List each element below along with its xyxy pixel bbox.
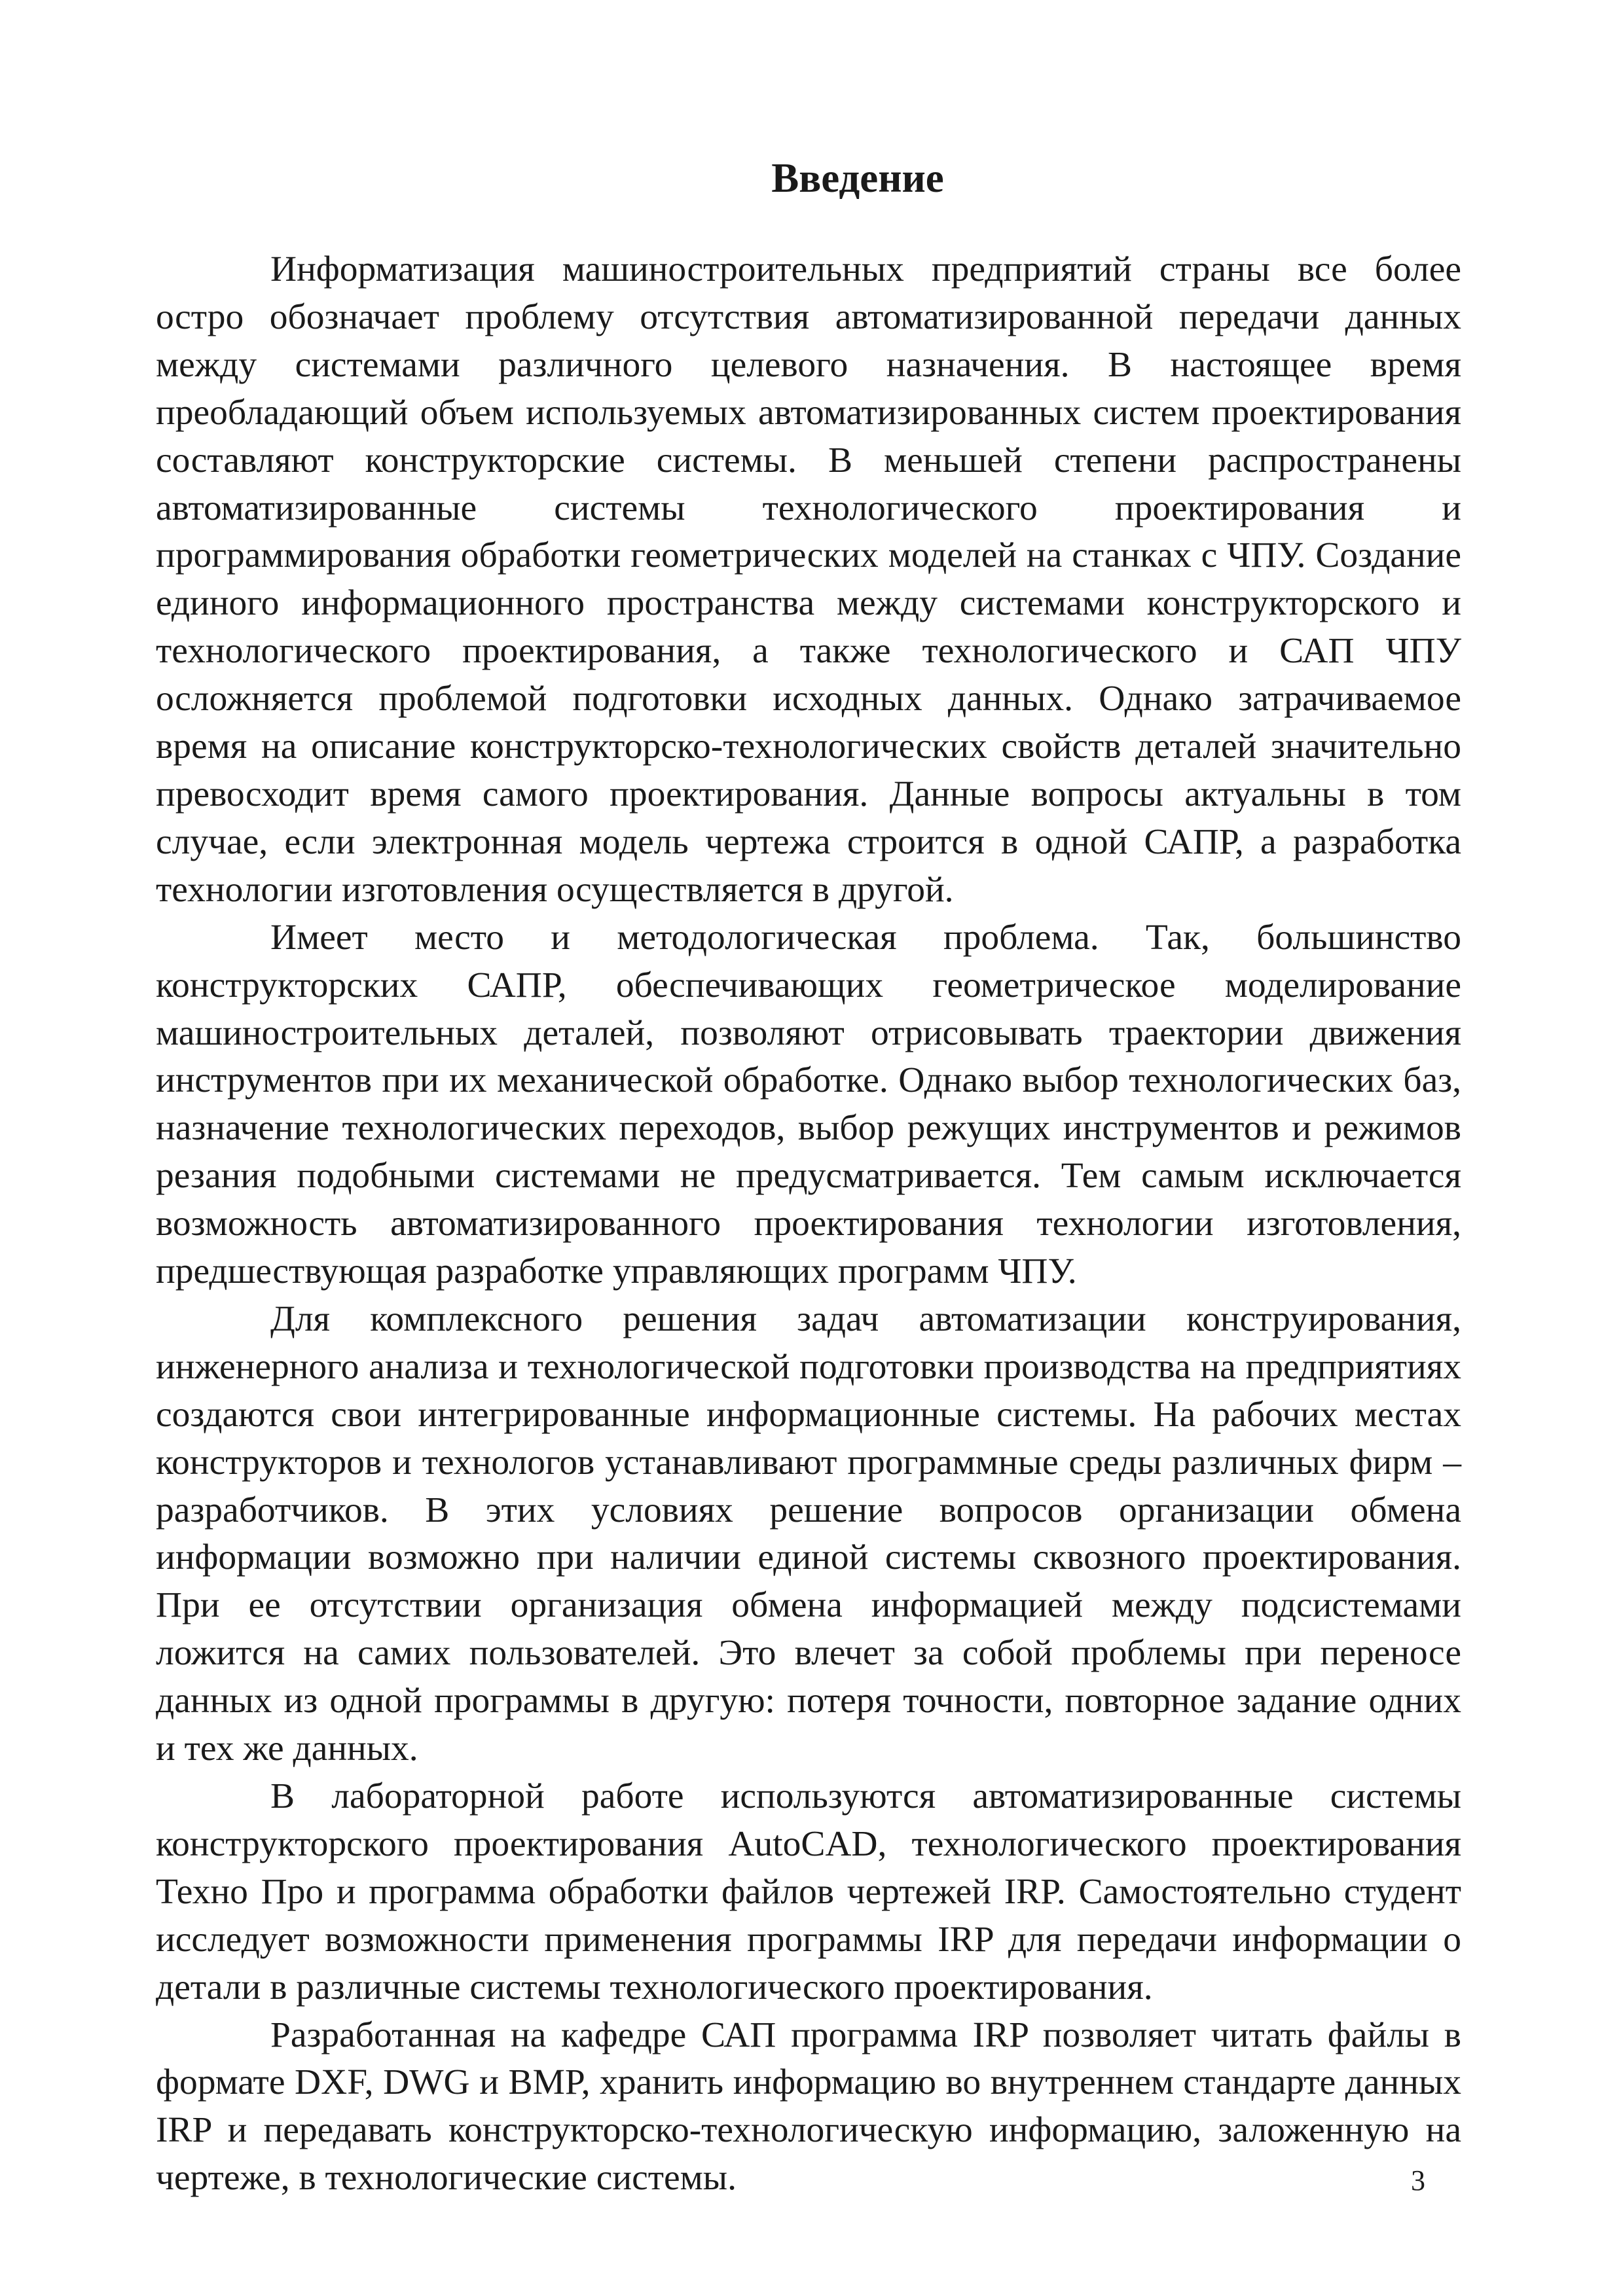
paragraph-5: Разработанная на кафедре САП программа IRP позволяет читать файлы в формате DXF, DWG и BMP, хранить информацию во внутреннем стандарте данных IRP и передавать конструкторско-технологическую информацию, заложенную на чертеже, в технологические системы.: [156, 2015, 1461, 2198]
body-text: [156, 246, 1461, 2202]
page-number: 3: [1411, 2164, 1425, 2197]
paragraph-2: Имеет место и методологическая проблема. Так, большинство конструкторских САПР, обеспечивающих геометрическое моделирование машиностроительных деталей, позволяют отрисовывать траектории движения инструментов при их механической обработке. Однако выбор технологических баз, назначение технологических переходов, выбор режущих инструментов и режимов резания подобными системами не предусматривается. Тем самым исключается возможность автоматизированного проектирования технологии изготовления, предшествующая разработке управляющих программ ЧПУ.: [156, 917, 1461, 1292]
paragraph-1: Информатизация машиностроительных предприятий страны все более остро обозначает проблему отсутствия автоматизированной передачи данных между системами различного целевого назначения. В настоящее время преобладающий объем используемых автоматизированных систем проектирования составляют конструкторские системы. В меньшей степени распространены автоматизированные системы технологического проектирования и программирования обработки геометрических моделей на станках с ЧПУ. Создание единого информационного пространства между системами конструкторского и технологического проектирования, а также технологического и САП ЧПУ осложняется проблемой подготовки исходных данных. Однако затрачиваемое время на описание конструкторско-технологических свойств деталей значительно превосходит время самого проектирования. Данные вопросы актуальны в том случае, если электронная модель чертежа строится в одной САПР, а разработка технологии изготовления осуществляется в другой.: [156, 249, 1461, 910]
paragraph-3: Для комплексного решения задач автоматизации конструирования, инженерного анализа и технологической подготовки производства на предприятиях создаются свои интегрированные информационные системы. На рабочих местах конструкторов и технологов устанавливают программные среды различных фирм – разработчиков. В этих условиях решение вопросов организации обмена информации возможно при наличии единой системы сквозного проектирования. При ее отсутствии организация обмена информацией между подсистемами ложится на самих пользователей. Это влечет за собой проблемы при переносе данных из одной программы в другую: потеря точности, повторное задание одних и тех же данных.: [156, 1299, 1461, 1769]
page-title: Введение: [771, 155, 944, 201]
paragraph-4: В лабораторной работе используются автоматизированные системы конструкторского проектирования AutoCAD, технологического проектирования Техно Про и программа обработки файлов чертежей IRP. Самостоятельно студент исследует возможности применения программы IRP для передачи информации о детали в различные системы технологического проектирования.: [156, 1776, 1461, 2007]
